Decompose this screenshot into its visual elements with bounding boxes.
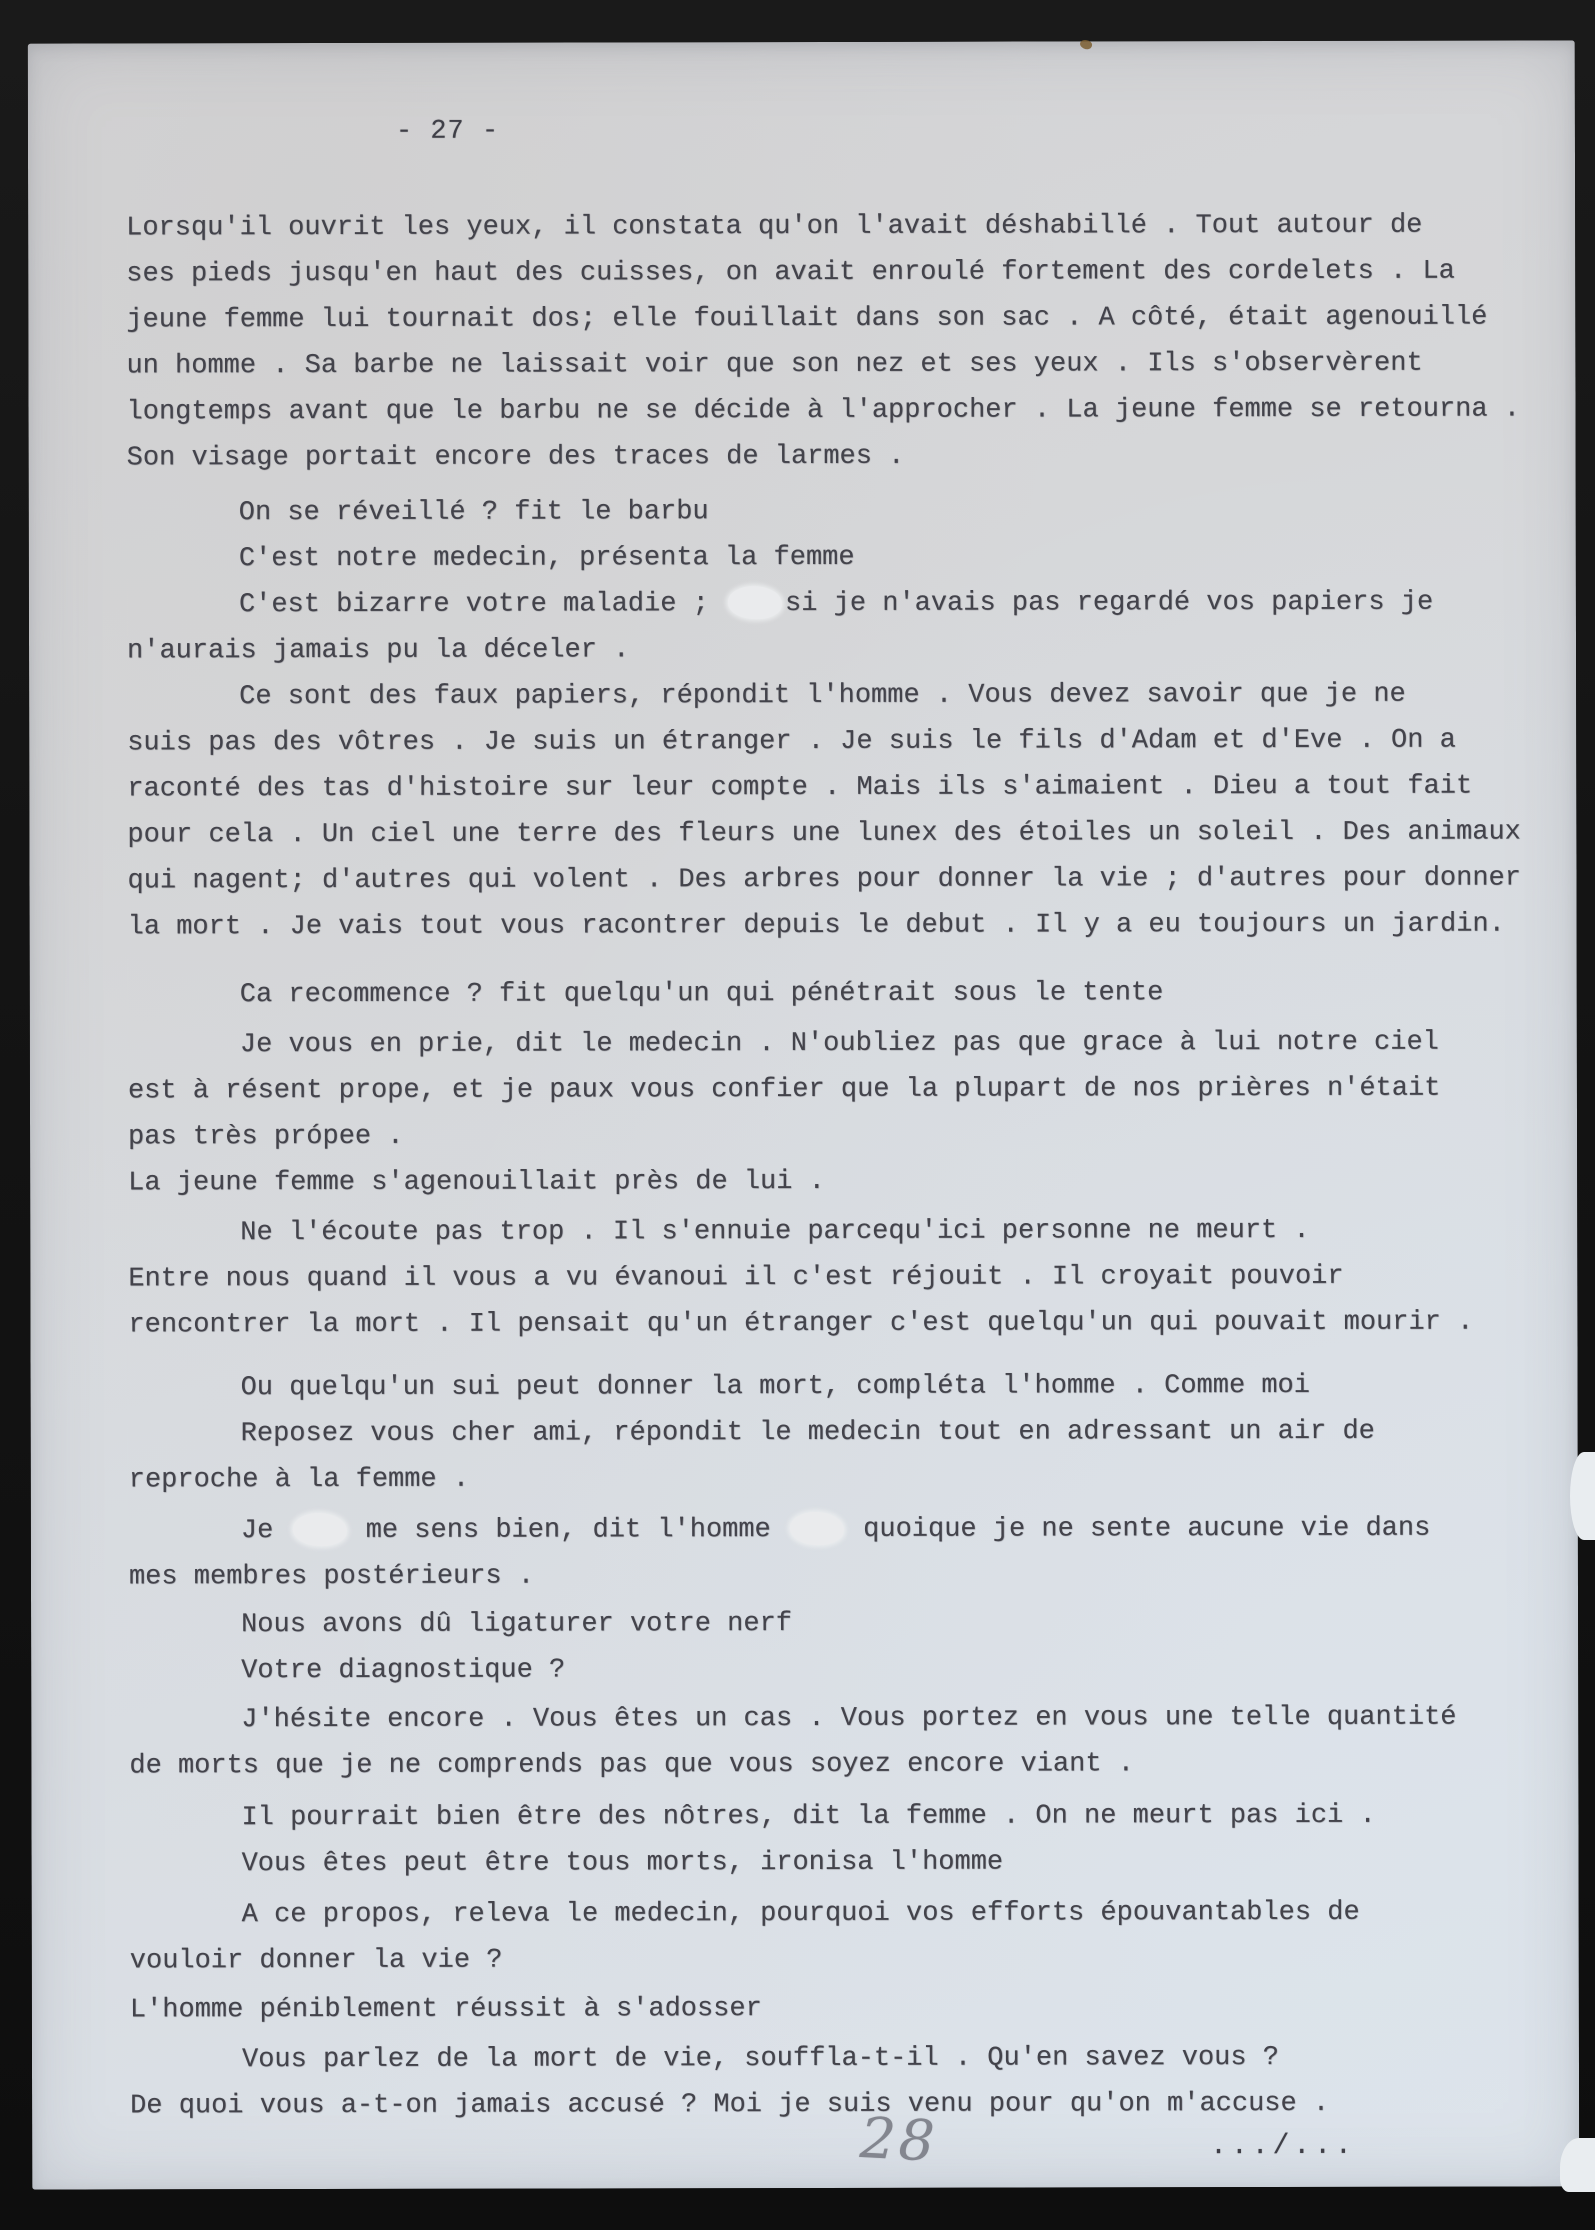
text-line: rencontrer la mort . Il pensait qu'un étranger c'est quelqu'un qui pouvait mourir . [128,1307,1474,1341]
paper-tear-bottom-right [1560,2138,1595,2192]
text-line: Ce sont des faux papiers, répondit l'homme . Vous devez savoir que je ne [239,679,1406,713]
text-line: est à résent prope, et je paux vous confier que la plupart de nos prières n'était [127,1073,1441,1107]
text-line: Nous avons dû ligaturer votre nerf [241,1609,792,1641]
text-line: Je me sens bien, dit l'homme quoique je ne sente aucune vie dans [240,1513,1431,1547]
text-line: J'hésite encore . Vous êtes un cas . Vous portez en vous une telle quantité [241,1702,1457,1736]
text-line: vouloir donner la vie ? [129,1945,503,1977]
text-line: Il pourrait bien être des nôtres, dit la femme . On ne meurt pas ici . [241,1800,1376,1834]
text-line: ses pieds jusqu'en haut des cuisses, on avait enroulé fortement des cordelets . La [126,256,1455,290]
text-line: pour cela . Un ciel une terre des fleurs une lunex des étoiles un soleil . Des animaux [127,817,1521,851]
text-line: jeune femme lui tournait dos; elle fouillait dans son sac . A côté, était agenouillé [126,302,1488,336]
text-line: suis pas des vôtres . Je suis un étranger . Je suis le fils d'Adam et d'Eve . On a [127,725,1456,759]
text-line: un homme . Sa barbe ne laissait voir que son nez et ses yeux . Ils s'observèrent [126,348,1423,382]
text-line: Son visage portait encore des traces de larmes . [126,441,905,474]
document-page [28,40,1579,2189]
text-line: Je vous en prie, dit le medecin . N'oubliez pas que grace à lui notre ciel [239,1027,1439,1061]
text-line: La jeune femme s'agenouillait près de lui . [128,1166,825,1199]
text-line: C'est notre medecin, présenta la femme [238,542,855,575]
text-line: C'est bizarre votre maladie ; si je n'avais pas regardé vos papiers je [238,587,1434,621]
text-line: Lorsqu'il ouvrit les yeux, il constata qu'on l'avait déshabillé . Tout autour de [126,210,1423,244]
text-flow [126,202,1563,2129]
paper-tear-right [1570,1452,1595,1540]
text-line: L'homme péniblement réussit à s'adosser [129,1994,762,2026]
text-line: longtemps avant que le barbu ne se décide à l'approcher . La jeune femme se retourna . [126,394,1520,428]
text-line: de morts que je ne comprends pas que vous soyez encore viant . [129,1749,1134,1782]
text-line: Reposez vous cher ami, répondit le medecin tout en adressant un air de [240,1416,1375,1450]
text-line: mes membres postérieurs . [128,1561,535,1593]
text-line: raconté des tas d'histoire sur leur compte . Mais ils s'aimaient . Dieu a tout fait [127,771,1473,805]
handwritten-page-number: 28 [858,2105,939,2175]
text-line: Vous êtes peut être tous morts, ironisa l'homme [241,1847,1004,1880]
text-line: De quoi vous a-t-on jamais accusé ? Moi je suis venu pour qu'on m'accuse . [130,2088,1330,2122]
text-line: Ne l'écoute pas trop . Il s'ennuie parcequ'ici personne ne meurt . [240,1215,1310,1249]
text-line: qui nagent; d'autres qui volent . Des arbres pour donner la vie ; d'autres pour donner [127,863,1521,897]
text-line: Ca recommence ? fit quelqu'un qui pénétrait sous le tente [239,978,1164,1011]
whiteout-blot [292,1513,346,1546]
whiteout-blot [790,1512,844,1545]
text-line: pas très própee . [128,1121,404,1153]
continuation-mark: .../... [1210,2130,1356,2163]
text-line: Vous parlez de la mort de vie, souffla-t-il . Qu'en savez vous ? [241,2043,1279,2076]
text-line: Ou quelqu'un sui peut donner la mort, compléta l'homme . Comme moi [240,1370,1310,1404]
text-line: Entre nous quand il vous a vu évanoui il c'est réjouit . Il croyait pouvoir [128,1261,1344,1295]
text-line: Votre diagnostique ? [241,1655,566,1687]
text-line: la mort . Je vais tout vous racontrer depuis le debut . Il y a eu toujours un jardin. [127,909,1505,943]
text-line: reproche à la femme . [128,1464,470,1496]
text-line: On se réveillé ? fit le barbu [238,497,709,529]
text-line: n'aurais jamais pu la déceler . [126,635,630,667]
whiteout-blot [728,586,782,619]
text-line: A ce propos, releva le medecin, pourquoi vos efforts épouvantables de [241,1897,1360,1931]
typed-page-number: - 27 - [395,116,500,147]
